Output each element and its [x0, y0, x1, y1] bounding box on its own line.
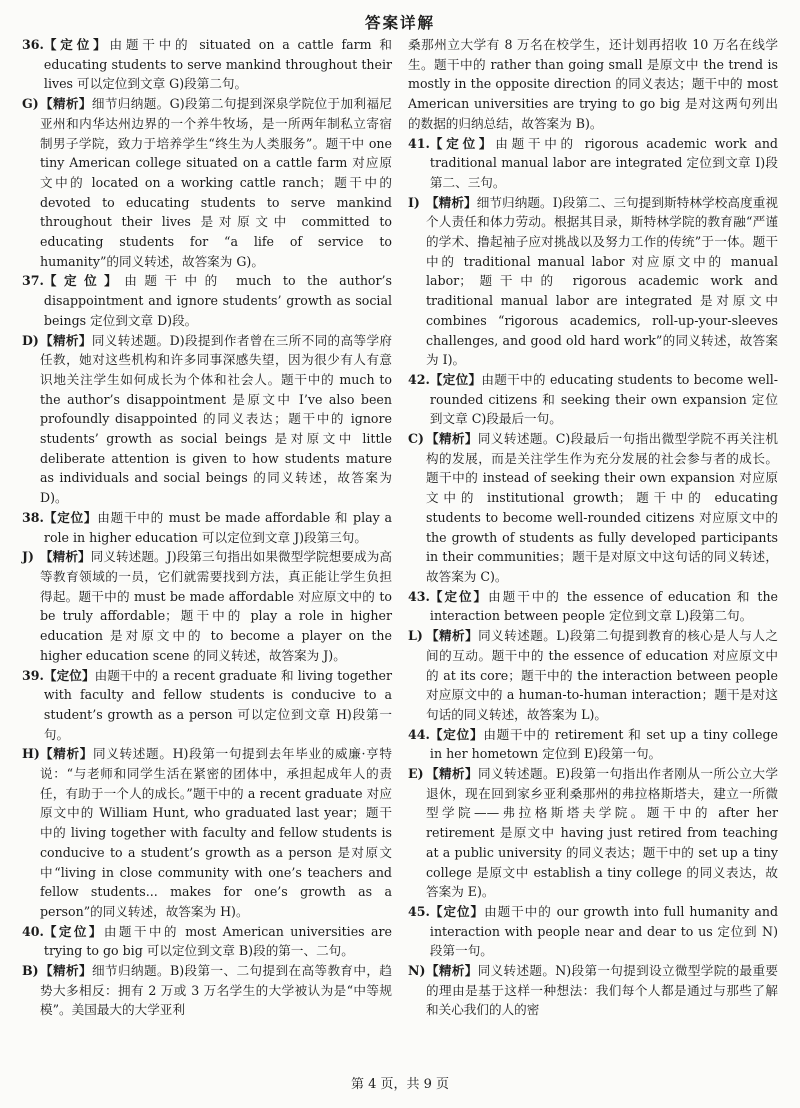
entry-number: B) [22, 963, 39, 979]
entry-tag: 【精析】 [426, 431, 478, 447]
entry-number: 41. [408, 135, 430, 151]
entry-number: H) [22, 746, 40, 762]
answer-entry [408, 902, 778, 961]
page-footer: 第 4 页，共 9 页 [350, 1077, 450, 1092]
entry-body [426, 193, 778, 370]
entry-number: D) [22, 332, 39, 348]
answer-entry [22, 961, 392, 1020]
answer-entry [22, 547, 392, 665]
entry-tag: 【定位】 [429, 588, 489, 604]
entry-body [430, 134, 778, 193]
answer-entry [408, 725, 778, 764]
entry-body [44, 508, 392, 547]
entry-body [40, 744, 392, 921]
entry-tag: 【精析】 [40, 549, 91, 565]
answer-entry [22, 922, 392, 961]
entry-tag: 【定位】 [429, 371, 482, 387]
entry-text: 由题干中的 our growth into full humanity and interaction with people near and dear to us 定位到 N)段第一句。 [429, 903, 779, 959]
entry-body [430, 587, 778, 626]
entry-number: 37. [22, 273, 44, 289]
entry-body [426, 429, 778, 587]
entry-body [44, 666, 392, 745]
entry-body [44, 271, 392, 330]
right-column [408, 35, 778, 1020]
answer-entry [408, 587, 778, 626]
entry-text: 由题干中的 the essence of education 和 the interaction between people 定位到文章 L)段第二句。 [429, 588, 779, 624]
entry-body [426, 626, 778, 725]
answer-entry [22, 508, 392, 547]
entry-number: 42. [408, 371, 430, 387]
entry-tag: 【精析】 [426, 194, 477, 210]
answer-entry [408, 764, 778, 902]
entry-tag: 【定位】 [43, 923, 104, 939]
entry-number: E) [408, 766, 424, 782]
answer-entry [408, 626, 778, 725]
answer-entry [408, 370, 778, 429]
entry-text: 细节归纳题。I)段第二、三句提到斯特林学校高度重视个人责任和体力劳动。根据其目录，斯特林学院的教育融“严谨的学术、撸起袖子应对挑战以及努力工作的传统”于一体。题干中的 traditional manual labor 对应原文中的 manual labor；题干中的 rigorous academic work and traditional manual labor are integrated 是对原文中 combines “rigorous academics, roll-up-your-sleeves challenges, and good old hard work”的同义转述，故答案为 I)。 [426, 194, 779, 368]
entry-body [44, 35, 392, 94]
page-title: 答案详解 [364, 13, 435, 32]
entry-text: 由题干中的 much to the author’s disappointment and ignore students’ growth as social beings 定位到文章 D)段。 [43, 273, 393, 328]
left-column [22, 35, 392, 1020]
entry-number: 39. [22, 667, 44, 683]
entry-tag: 【精析】 [40, 963, 92, 979]
entry-number: C) [408, 431, 424, 447]
entry-text: 细节归纳题。B)段第一、二句提到在高等教育中，趋势大多相反：拥有 2 万或 3 万名学生的大学被认为是“中等规模”。美国最大的大学亚利 [40, 963, 393, 1018]
entry-number: 44. [408, 726, 430, 742]
entry-tag: 【精析】 [426, 628, 479, 644]
entry-text: 同义转述题。N)段第一句提到设立微型学院的最重要的理由是基于这样一种想法：我们每个人都是通过与那些了解和关心我们的人的密 [426, 963, 778, 1018]
entry-text: 由题干中的 must be made affordable 和 play a role in higher education 可以定位到文章 J)段第三句。 [43, 509, 392, 545]
entry-text: 同义转述题。L)段第二句提到教育的核心是人与人之间的互动。题干中的 the essence of education 对应原文中的 at its core；题干中的 the interaction between people 对应原文中的 a human-to-human interaction；题干是对这句话的同义转述，故答案为 L)。 [426, 628, 779, 722]
answer-entry [408, 35, 778, 134]
entry-text: 桑那州立大学有 8 万名在校学生，还计划再招收 10 万名在线学生。题干中的 rather than going small 是原文中 the trend is mostly in the opposite direction 的同义表达；题干中的 most American universities are trying to go big 是对这两句列出的数据的归纳总结，故答案为 B)。 [408, 37, 778, 131]
entry-body [426, 961, 778, 1020]
entry-number: L) [408, 628, 423, 644]
answer-entry [22, 35, 392, 94]
entry-body [40, 961, 392, 1020]
entry-tag: 【精析】 [40, 746, 94, 762]
entry-text: 由题干中的 most American universities are trying to go big 可以定位到文章 B)段的第一、二句。 [43, 923, 393, 959]
entry-body [430, 902, 778, 961]
entry-tag: 【定位】 [43, 667, 95, 683]
entry-number: 40. [22, 923, 44, 939]
answer-entry [408, 961, 778, 1020]
entry-tag: 【定位】 [43, 273, 125, 289]
entry-tag: 【定位】 [43, 509, 98, 525]
entry-body [426, 764, 778, 902]
entry-text: 同义转述题。H)段第一句提到去年毕业的威廉·亨特说：“与老师和同学生活在紧密的团体中，承担起成年人的责任，有助于一个人的成长。”题干中的 a recent graduate 对应原文中的 William Hunt, who graduated last year；题干中的 living together with faculty and fellow students is conducive to a student’s growth as a person 是对原文中“living in close community with one’s teachers and fellow students... makes for one’s growth as a person”的同义转述，故答案为 H)。 [40, 746, 392, 919]
entry-text: 同义转述题。E)段第一句指出作者刚从一所公立大学退休，现在回到家乡亚利桑那州的弗拉格斯塔夫，建立一所微型学院——弗拉格斯塔夫学院。题干中的 after her retirement 是原文中 having just retired from teaching at a public university 的同义表达；题干中的 set up a tiny college 是原文中 establish a tiny college 的同义表达，故答案为 E)。 [426, 766, 778, 900]
entry-tag: 【定位】 [43, 37, 110, 52]
entry-number: G) [22, 96, 39, 112]
answer-entry [22, 744, 392, 921]
answer-entry [22, 271, 392, 330]
entry-body [40, 331, 392, 508]
entry-tag: 【定位】 [429, 726, 484, 742]
entry-tag: 【精析】 [426, 963, 478, 979]
entry-text: 细节归纳题。G)段第二句提到深泉学院位于加利福尼亚州和内华达州边界的一个养牛牧场，是一所两年制私立寄宿制男子学院，致力于培养学生“终生为人类服务”。题干中 one tiny American college situated on a cattle farm 对应原文中的 located on a working cattle ranch；题干中的 devoted to educating students to serve mankind throughout their lives 是对原文中 committed to educating students for “a life of service to humanity”的同义转述，故答案为 G)。 [40, 96, 392, 269]
entry-text: 由题干中的 educating students to become well-rounded citizens 和 seeking their own expansion 定位到文章 C)段最后一句。 [429, 371, 779, 427]
entry-text: 由题干中的 rigorous academic work and traditional manual labor are integrated 定位到文章 I)段第二、三句。 [429, 135, 778, 190]
entry-number: 36. [22, 37, 44, 52]
entry-text: 同义转述题。J)段第三句指出如果微型学院想要成为高等教育领域的一员，它们就需要找到方法，真正能让学生负担得起。题干中的 must be made affordable 对应原文中的 to be truly affordable；题干中的 play a role in higher education 是对原文中的 to become a player on the higher education scene 的同义转述，故答案为 J)。 [40, 549, 392, 663]
entry-body [44, 922, 392, 961]
entry-text: 同义转述题。C)段最后一句指出微型学院不再关注机构的发展，而是关注学生作为充分发展的社会参与者的成长。题干中的 instead of seeking their own expansion 对应原文中的 institutional growth；题干中的 educating students to become well-rounded citizens 对应原文中的 the growth of students as fully developed participants in their communities；题干是对原文中这句话的同义转述，故答案为 C)。 [426, 431, 778, 584]
answer-entry [22, 666, 392, 745]
entry-text: 由题干中的 situated on a cattle farm 和 educating students to serve mankind throughout their lives 可以定位到文章 G)段第二句。 [43, 37, 393, 92]
entry-body [40, 547, 392, 665]
entry-text: 由题干中的 retirement 和 set up a tiny college in her hometown 定位到 E)段第一句。 [429, 726, 778, 762]
entry-body [408, 35, 778, 134]
entry-tag: 【定位】 [429, 135, 496, 151]
entry-number: 45. [408, 903, 430, 919]
entry-body [430, 725, 778, 764]
entry-number: 43. [408, 588, 430, 604]
entry-text: 由题干中的 a recent graduate 和 living together with faculty and fellow students is conducive to a student’s growth as a person 可以定位到文章 H)段第一句。 [43, 667, 392, 742]
entry-body [40, 94, 392, 271]
answer-entry [408, 429, 778, 587]
entry-tag: 【精析】 [40, 96, 92, 112]
entry-number: 38. [22, 509, 44, 525]
answer-entry [22, 94, 392, 271]
entry-tag: 【精析】 [40, 332, 92, 348]
entry-number: J) [22, 549, 34, 565]
entry-body [430, 370, 778, 429]
answer-entry [22, 331, 392, 508]
answer-entry [408, 134, 778, 193]
entry-number: I) [408, 194, 420, 210]
answer-entry [408, 193, 778, 370]
entry-tag: 【定位】 [429, 903, 485, 919]
entry-text: 同义转述题。D)段提到作者曾在三所不同的高等学府任教，她对这些机构和许多同事深感失望，因为很少有人有意识地关注学生如何成长为个体和社会人。题干中的 much to the author’s disappointment 是原文中 I’ve also been profoundly disappointed 的同义表达；题干中的 ignore students’ growth as social beings 是对原文中 little deliberate attention is given to how students mature as individuals and social beings 的同义转述，故答案为 D)。 [40, 332, 392, 506]
two-column-body [22, 35, 778, 1020]
entry-tag: 【精析】 [426, 766, 478, 782]
entry-number: N) [408, 963, 426, 979]
